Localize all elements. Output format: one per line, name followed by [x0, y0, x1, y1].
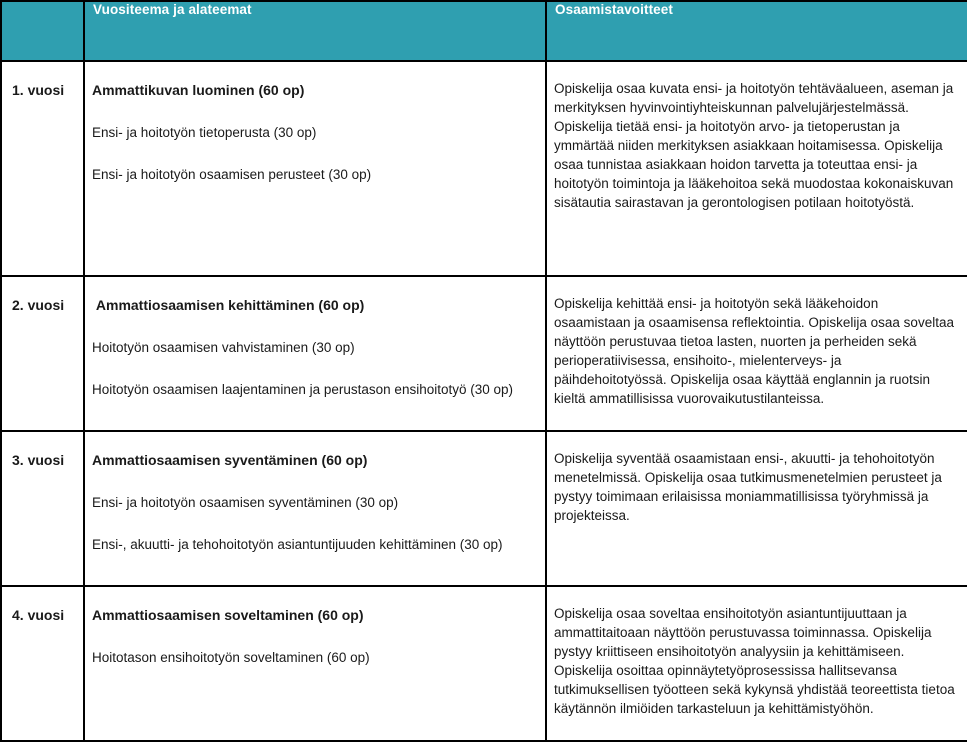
subtheme: Ensi- ja hoitotyön osaamisen perusteet (30 op)	[92, 167, 372, 182]
header-goals-cell: Osaamistavoitteet	[546, 1, 967, 61]
theme-title: Ammattikuvan luominen (60 op)	[92, 82, 305, 98]
subtheme: Ensi- ja hoitotyön tietoperusta (30 op)	[92, 125, 317, 140]
table-row-year-4	[1, 586, 967, 741]
goals-cell	[546, 61, 967, 276]
theme-cell	[84, 431, 546, 586]
header-theme-cell: Vuositeema ja alateemat	[84, 1, 546, 61]
goals-text: Opiskelija osaa soveltaa ensihoitotyön asiantuntijuuttaan ja ammattitaitoaan näyttöön perustuvassa toiminnassa. Opiskelija pystyy kriittiseen ensihoitotyön analyysiin ja kehittämiseen. Opiskelija osoittaa opinnäytetyöprosessissa hallitsevansa tutkimuksellisen työotteen sekä kykynsä yhdistää teoreettista tietoa käytännön ilmiöiden tarkasteluun ja kehittämistyöhön.	[554, 606, 955, 716]
theme-cell	[84, 61, 546, 276]
year-label: 1. vuosi	[1, 61, 84, 276]
theme-title: Ammattiosaamisen kehittäminen (60 op)	[92, 297, 365, 313]
subtheme: Hoitotason ensihoitotyön soveltaminen (60 op)	[92, 650, 370, 665]
goals-cell	[546, 431, 967, 586]
goals-text: Opiskelija kehittää ensi- ja hoitotyön sekä lääkehoidon osaamistaan ja osaamisensa reflektointia. Opiskelija osaa soveltaa näyttöön perustuvaa tietoa lasten, nuorten ja perheiden sekä perioperatiivisessa, ensihoito-, mielenterveys- ja päihdehoitotyössä. Opiskelija osaa käyttää englannin ja ruotsin kieltä ammatillisissa vuorovaikutustilanteissa.	[554, 296, 954, 406]
goals-cell	[546, 586, 967, 741]
table-header-row	[1, 1, 967, 61]
subtheme: Hoitotyön osaamisen laajentaminen ja perustason ensihoitotyö (30 op)	[92, 382, 514, 397]
year-label: 4. vuosi	[1, 586, 84, 741]
goals-cell	[546, 276, 967, 431]
theme-title: Ammattiosaamisen soveltaminen (60 op)	[92, 607, 364, 623]
table-row-year-3	[1, 431, 967, 586]
year-label: 2. vuosi	[1, 276, 84, 431]
year-label: 3. vuosi	[1, 431, 84, 586]
goals-text: Opiskelija osaa kuvata ensi- ja hoitotyön tehtäväalueen, aseman ja merkityksen hyvinvointiyhteiskunnan palvelujärjestelmässä. Opiskelija tietää ensi- ja hoitotyön arvo- ja tietoperustan ja ymmärtää niiden merkityksen asiakkaan hoitamisessa. Opiskelija osaa tunnistaa asiakkaan hoidon tarvetta ja toteuttaa ensi- ja hoitotyön toimintoja ja lääkehoitoa sekä muodostaa kokonaiskuvan sisätautia sairastavan ja gerontologisen potilaan hoitotyöstä.	[554, 81, 954, 210]
subtheme: Ensi- ja hoitotyön osaamisen syventäminen (30 op)	[92, 495, 399, 510]
theme-title: Ammattiosaamisen syventäminen (60 op)	[92, 452, 368, 468]
table-row-year-2	[1, 276, 967, 431]
table-row-year-1	[1, 61, 967, 276]
theme-cell	[84, 276, 546, 431]
subtheme: Hoitotyön osaamisen vahvistaminen (30 op)	[92, 340, 355, 355]
theme-cell	[84, 586, 546, 741]
goals-text: Opiskelija syventää osaamistaan ensi-, akuutti- ja tehohoitotyön menetelmissä. Opiskelija osaa tutkimusmenetelmien perusteet ja pystyy toimimaan erilaisissa moniammatillisissa työryhmissä ja projekteissa.	[554, 451, 942, 523]
subtheme: Ensi-, akuutti- ja tehohoitotyön asiantuntijuuden kehittäminen (30 op)	[92, 537, 503, 552]
header-year-cell	[1, 1, 84, 61]
